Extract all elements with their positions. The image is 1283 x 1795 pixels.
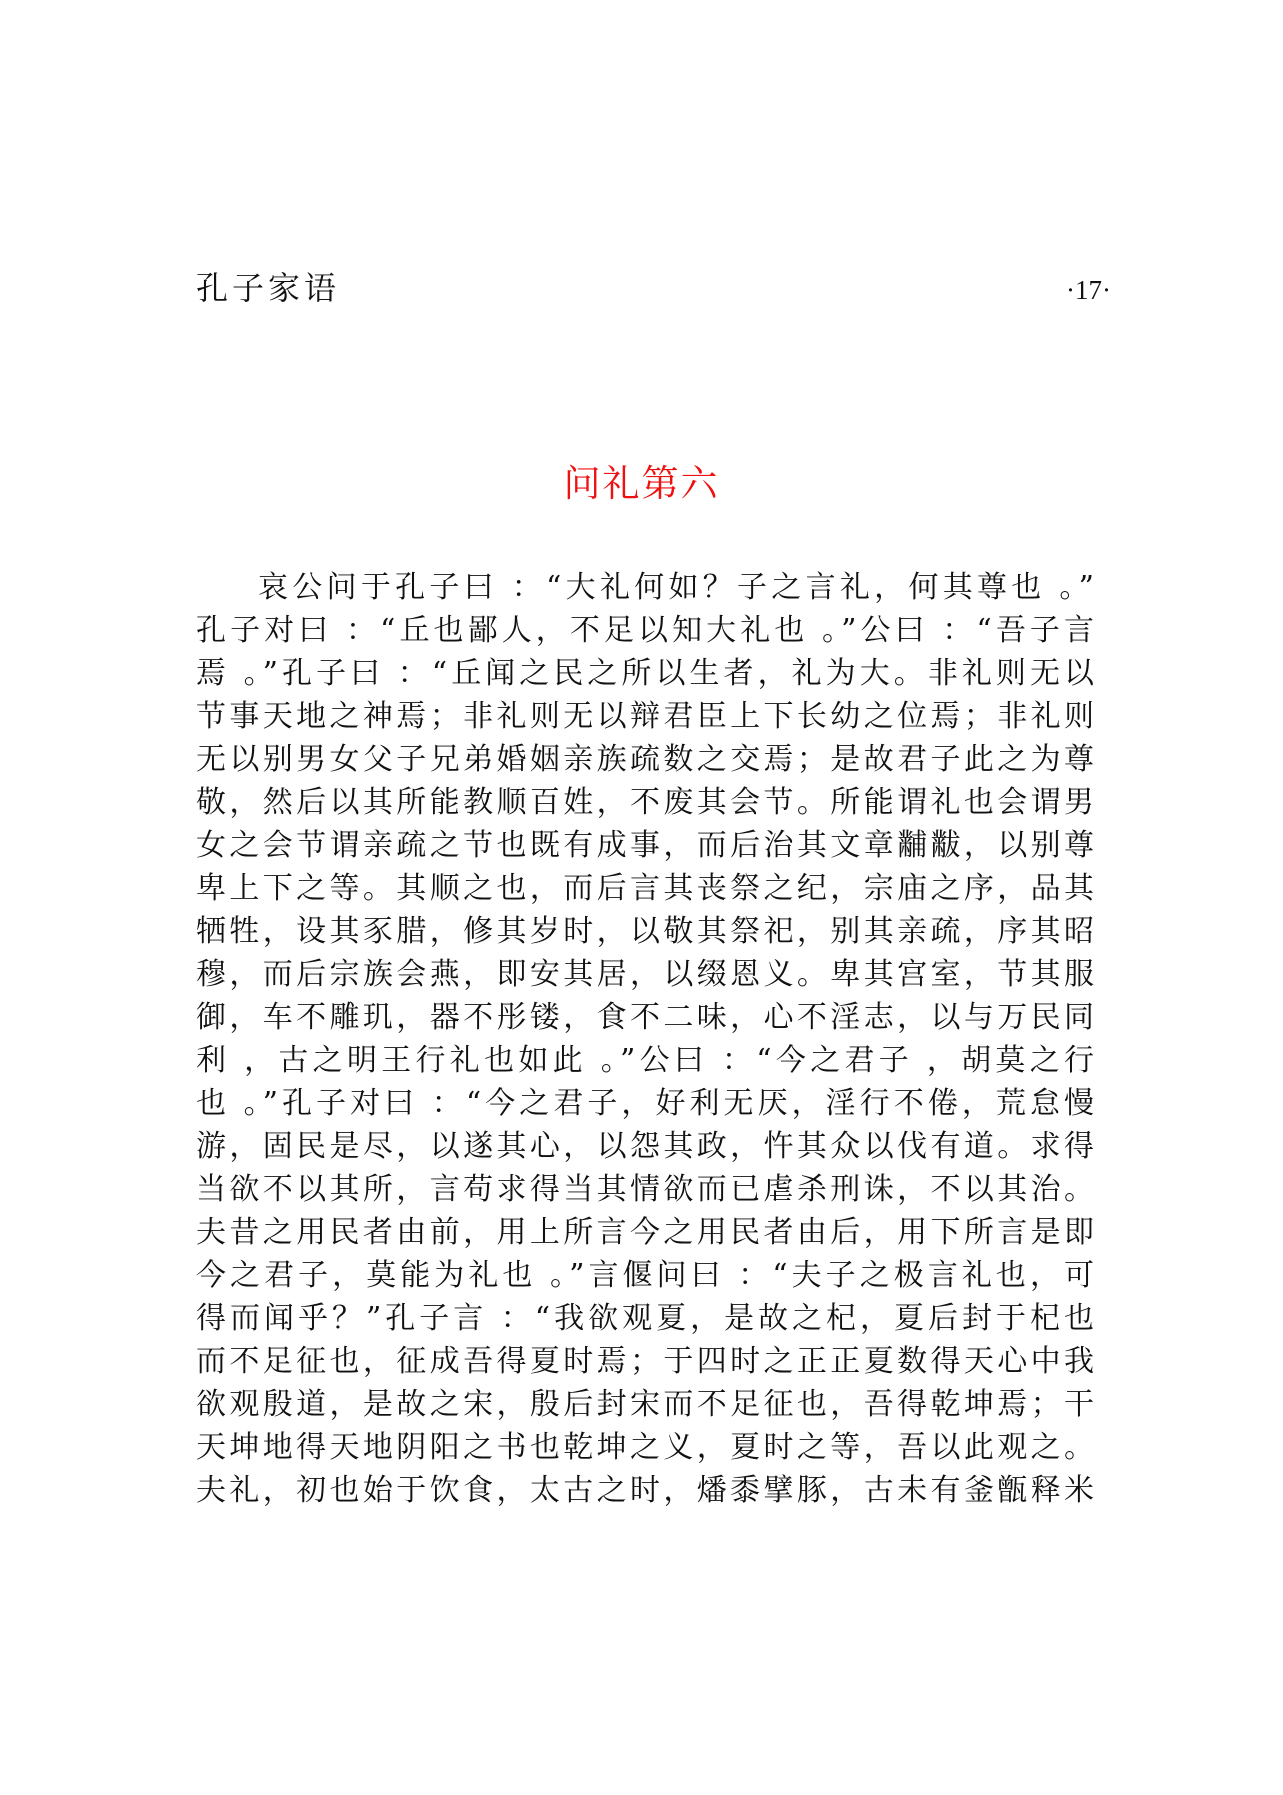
text-line: 孔子对曰 ：“丘也鄙人，不足以知大礼也 。”公曰 ：“吾子言 (196, 613, 1094, 648)
text-line: 牺牲，设其豕腊，修其岁时，以敬其祭祀，别其亲疏，序其昭 (196, 914, 1094, 949)
text-line: 无以别男女父子兄弟婚姻亲族疏数之交焉；是故君子此之为尊 (196, 742, 1094, 777)
text-line: 夫礼，初也始于饮食，太古之时，燔黍擘豚，古未有釜甑释米 (196, 1473, 1094, 1508)
text-line: 敬，然后以其所能教顺百姓，不废其会节。所能谓礼也会谓男 (196, 785, 1094, 820)
text-line: 穆，而后宗族会燕，即安其居，以缀恩义。卑其宫室，节其服 (196, 957, 1094, 992)
text-line: 利 ，古之明王行礼也如此 。”公曰 ：“今之君子 ，胡莫之行 (196, 1043, 1094, 1078)
text-line: 卑上下之等。其顺之也，而后言其丧祭之纪，宗庙之序，品其 (196, 871, 1094, 906)
running-header (0, 0, 1283, 320)
text-line: 也 。”孔子对曰 ：“今之君子，好利无厌，淫行不倦，荒怠慢 (196, 1086, 1094, 1121)
text-line: 夫昔之用民者由前，用上所言今之用民者由后，用下所言是即 (196, 1215, 1094, 1250)
text-line: 焉 。”孔子曰 ：“丘闻之民之所以生者，礼为大。非礼则无以 (196, 656, 1094, 691)
book-title: 孔子家语 (196, 269, 341, 307)
text-line: 女之会节谓亲疏之节也既有成事，而后治其文章黼黻，以别尊 (196, 828, 1094, 863)
body-text (196, 566, 1094, 1512)
page-number: ·17· (1066, 275, 1111, 305)
text-line: 哀公问于孔子曰 ：“大礼何如？子之言礼，何其尊也 。” (258, 570, 1094, 605)
text-line: 欲观殷道，是故之宋，殷后封宋而不足征也，吾得乾坤焉；干 (196, 1387, 1094, 1422)
text-line: 今之君子，莫能为礼也 。”言偃问曰 ：“夫子之极言礼也，可 (196, 1258, 1094, 1293)
text-line: 得而闻乎？”孔子言 ：“我欲观夏，是故之杞，夏后封于杞也 (196, 1301, 1094, 1336)
text-line: 天坤地得天地阴阳之书也乾坤之义，夏时之等，吾以此观之。 (196, 1430, 1094, 1465)
chapter-title: 问礼第六 (563, 462, 720, 505)
text-line: 而不足征也，征成吾得夏时焉；于四时之正正夏数得天心中我 (196, 1344, 1094, 1379)
text-line: 御，车不雕玑，器不彤镂，食不二味，心不淫志，以与万民同 (196, 1000, 1094, 1035)
text-line: 游，固民是尽，以遂其心，以怨其政，忤其众以伐有道。求得 (196, 1129, 1094, 1164)
text-line: 节事天地之神焉；非礼则无以辩君臣上下长幼之位焉；非礼则 (196, 699, 1094, 734)
text-line: 当欲不以其所，言苟求得当其情欲而已虐杀刑诛，不以其治。 (196, 1172, 1094, 1207)
